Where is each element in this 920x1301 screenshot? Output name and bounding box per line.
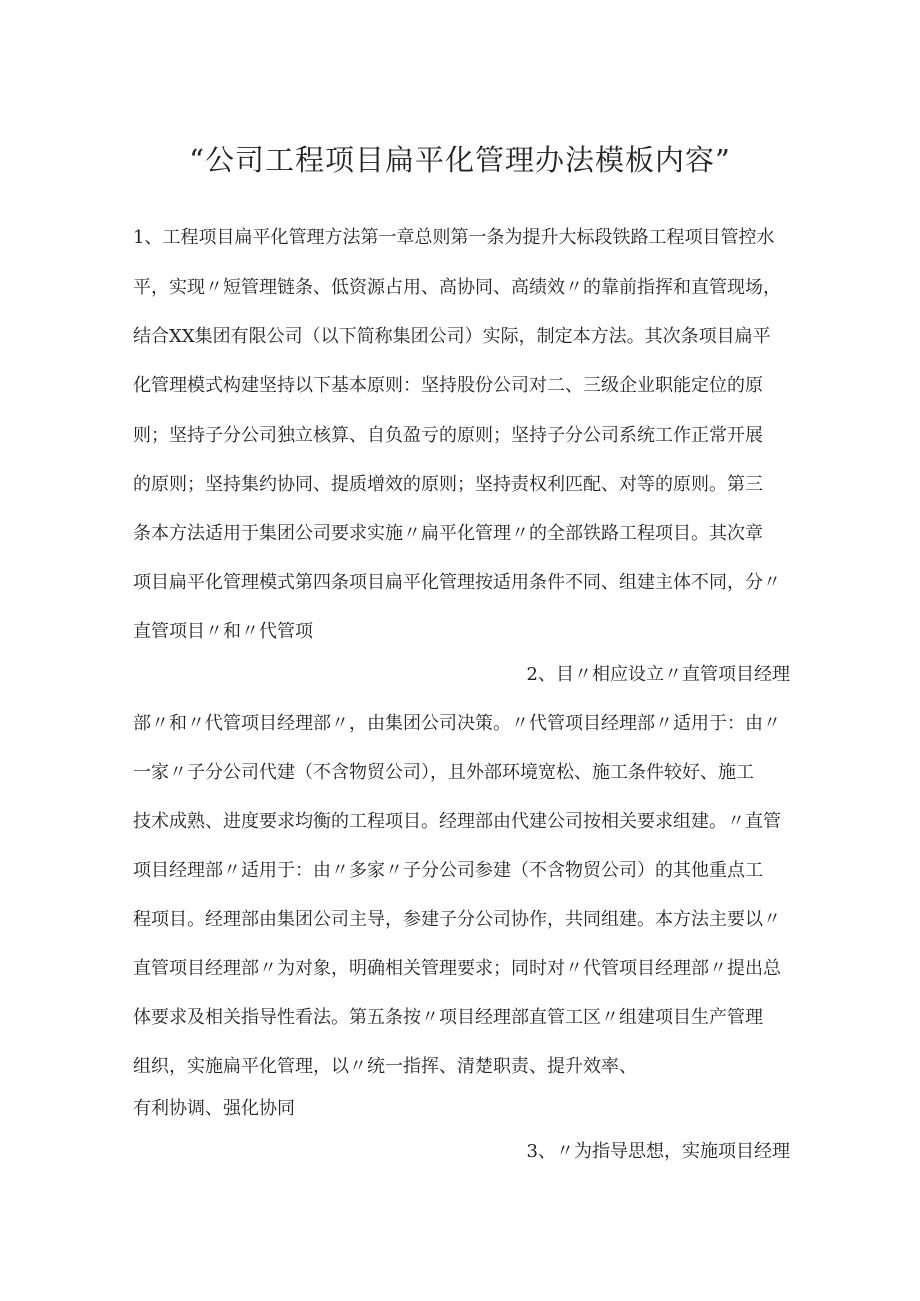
text-line-18: 组织，实施扁平化管理，以〃统一指挥、清楚职责、提升效率、 [133, 1056, 637, 1077]
document-title: “公司工程项目扁平化管理办法模板内容” [189, 143, 731, 177]
text-line-16: 直管项目经理部〃为对象，明确相关管理要求；同时对〃代管项目经理部〃提出总 [133, 958, 781, 979]
text-line-3: 结合XX集团有限公司（以下简称集团公司）实际，制定本方法。其次条项目扁平 [133, 326, 771, 347]
text-line-1: 1、工程项目扁平化管理方法第一章总则第一条为提升大标段铁路工程项目管控水 [133, 227, 775, 248]
text-line-17: 体要求及相关指导性看法。第五条按〃项目经理部直管工区〃组建项目生产管理 [133, 1007, 763, 1028]
text-line-9: 直管项目〃和〃代管项 [133, 621, 313, 642]
text-line-6: 的原则；坚持集约协同、提质增效的原则；坚持责权利匹配、对等的原则。第三 [133, 474, 763, 495]
text-line-20: 3、〃为指导思想，实施项目经理 [526, 1141, 790, 1162]
text-line-5: 则；坚持子分公司独立核算、自负盈亏的原则；坚持子分公司系统工作正常开展 [133, 425, 763, 446]
text-line-2: 平，实现〃短管理链条、低资源占用、高协同、高绩效〃的靠前指挥和直管现场， [133, 277, 781, 298]
text-line-8: 项目扁平化管理模式第四条项目扁平化管理按适用条件不同、组建主体不同，分〃 [133, 572, 781, 593]
text-line-19: 有利协调、强化协同 [133, 1098, 295, 1119]
text-line-14: 项目经理部〃适用于：由〃多家〃子分公司参建（不含物贸公司）的其他重点工 [133, 860, 763, 881]
text-line-11: 部〃和〃代管项目经理部〃，由集团公司决策。〃代管项目经理部〃适用于：由〃 [133, 713, 781, 734]
text-line-4: 化管理模式构建坚持以下基本原则：坚持股份公司对二、三级企业职能定位的原 [133, 375, 763, 396]
text-line-13: 技术成熟、进度要求均衡的工程项目。经理部由代建公司按相关要求组建。〃直管 [133, 811, 781, 832]
text-line-12: 一家〃子分公司代建（不含物贸公司），且外部环境宽松、施工条件较好、施工 [133, 762, 754, 783]
text-line-10: 2、目〃相应设立〃直管项目经理 [526, 664, 790, 685]
text-line-15: 程项目。经理部由集团公司主导，参建子分公司协作，共同组建。本方法主要以〃 [133, 909, 781, 930]
text-line-7: 条本方法适用于集团公司要求实施〃扁平化管理〃的全部铁路工程项目。其次章 [133, 523, 763, 544]
